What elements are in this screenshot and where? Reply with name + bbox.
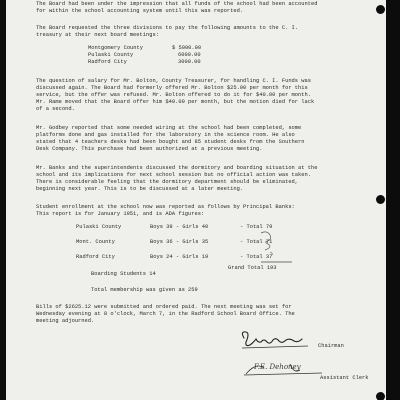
- payment-amount: 3000.00: [178, 59, 201, 65]
- total-membership: Total membership was given as 259: [91, 287, 198, 293]
- grand-total: Grand Total 193: [228, 265, 277, 271]
- enrollment-total: - Total 37: [240, 254, 273, 260]
- enrollment-place: Mont. County: [76, 239, 115, 245]
- paragraph-line: treasury at their next board meetings:: [36, 32, 159, 38]
- enrollment-place: Pulaski County: [76, 224, 122, 230]
- payment-amount: $ 5000.00: [172, 45, 202, 51]
- paragraph-line: The Board had been under the impression that all funds of the school had been accounted: [36, 1, 318, 7]
- enrollment-counts: Boys 36 - Girls 35: [150, 239, 209, 245]
- paragraph-line: for within the school accounting system until this was reported.: [36, 8, 244, 14]
- paragraph-line: Mr. Rame moved that the Board offer him $40.00 per month, but the motion died for lack: [36, 99, 315, 105]
- paragraph-line: There is considerable feeling that the dormitory department should be eliminated,: [36, 179, 299, 185]
- paragraph-line: of a second.: [36, 106, 75, 112]
- clerk-signature: F.E. Dehoney: [254, 363, 301, 371]
- enrollment-total: - Total 71: [240, 239, 273, 245]
- clerk-signature-strokes: [242, 360, 326, 378]
- paragraph-line: Mr. Godbey reported that some needed wiring at the school had been completed, some: [36, 125, 302, 131]
- paragraph-line: school and its implications for next school session but no official action was taken.: [36, 172, 311, 178]
- paragraph-line: beginning next year. This is to be discussed at a later meeting.: [36, 186, 244, 192]
- paragraph-line: platforms done and gas installed for the laboratory in the science room. He also: [36, 132, 295, 138]
- paragraph-line: Wednesday evening at 8 o'clock, March 7, in the Radford School Board Office. The: [36, 311, 295, 317]
- enrollment-counts: Boys 24 - Girls 19: [150, 254, 209, 260]
- paragraph-line: The Board requested the three divisions to pay the following amounts to the C. I.: [36, 25, 299, 31]
- enrollment-counts: Boys 39 - Girls 40: [150, 224, 209, 230]
- payment-county: Montgomery County: [88, 45, 143, 51]
- paragraph-line: service, but the offer was refused. Mr. Bolton offered to do it for $40.00 per month.: [36, 92, 311, 98]
- boarding-students: Boarding Students 14: [91, 271, 156, 277]
- punch-hole: [376, 392, 385, 400]
- paragraph-line: stated that 4 teachers desks had been bought and 85 student desks from the Southern: [36, 139, 305, 145]
- chairman-label: Chairman: [318, 343, 344, 349]
- payment-amount: 6000.00: [178, 52, 201, 58]
- paragraph-line: Bills of $2625.12 were submitted and ordered paid. The next meeting was set for: [36, 304, 292, 310]
- chairman-signature: [236, 328, 316, 352]
- enrollment-total: - Total 79: [240, 224, 273, 230]
- payment-county: Radford City: [88, 59, 127, 65]
- paragraph-line: Desk Company. This purchase had been authorized at a previous meeting.: [36, 146, 263, 152]
- document-page: [6, 0, 386, 400]
- clerk-label: Assistant Clerk: [320, 375, 369, 381]
- enrollment-place: Radford City: [76, 254, 115, 260]
- paragraph-line: discussed again. The Board had formerly offered Mr. Bolton $25.00 per month for this: [36, 85, 308, 91]
- paragraph-line: The question of salary for Mr. Bolton, County Treasurer, for handling C. I. Funds was: [36, 78, 311, 84]
- paragraph-line: Mr. Banks and the superintendents discussed the dormitory and boarding situation at the: [36, 165, 318, 171]
- paragraph-line: meeting adjourned.: [36, 318, 95, 324]
- paragraph-line: Student enrollment at the school now was reported as follows by Principal Banks:: [36, 204, 295, 210]
- punch-hole: [376, 5, 385, 14]
- punch-hole: [376, 195, 385, 204]
- payment-county: Pulaski County: [88, 52, 134, 58]
- paragraph-line: This report is for January 1951, and is ADA figures:: [36, 211, 205, 217]
- handwritten-marks: [234, 231, 294, 267]
